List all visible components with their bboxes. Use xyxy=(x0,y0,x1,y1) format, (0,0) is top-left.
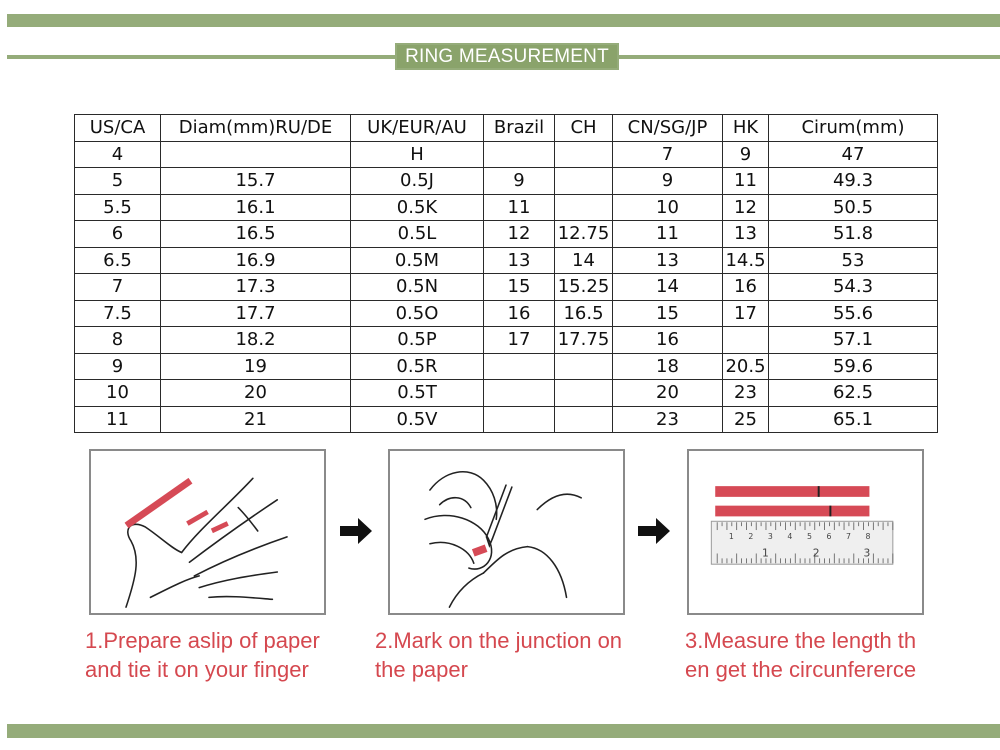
ruler-cm-label: 3 xyxy=(767,531,773,541)
table-cell: 16.5 xyxy=(161,221,351,248)
ruler-cm-label: 5 xyxy=(806,531,812,541)
table-cell: 5.5 xyxy=(75,194,161,221)
table-cell: 13 xyxy=(723,221,769,248)
table-row xyxy=(75,247,938,274)
title-rule-right xyxy=(619,55,1000,59)
table-cell: 0.5O xyxy=(351,300,484,327)
table-cell: 0.5P xyxy=(351,327,484,354)
table-cell: 9 xyxy=(723,141,769,168)
column-header: Cirum(mm) xyxy=(769,115,938,142)
table-cell: 10 xyxy=(75,380,161,407)
table-cell: 51.8 xyxy=(769,221,938,248)
table-cell: 5 xyxy=(75,168,161,195)
table-cell: H xyxy=(351,141,484,168)
table-cell: 15 xyxy=(613,300,723,327)
title-rule-left xyxy=(7,55,395,59)
table-cell: 17.75 xyxy=(555,327,613,354)
table-cell: 13 xyxy=(484,247,555,274)
table-cell: 6.5 xyxy=(75,247,161,274)
table-cell: 12.75 xyxy=(555,221,613,248)
table-cell: 0.5K xyxy=(351,194,484,221)
paper-strip xyxy=(715,486,869,497)
column-header: UK/EUR/AU xyxy=(351,115,484,142)
paper-strip xyxy=(715,506,869,517)
ruler-cm-label: 8 xyxy=(865,531,871,541)
top-green-band xyxy=(7,14,1000,27)
table-cell: 47 xyxy=(769,141,938,168)
table-row xyxy=(75,406,938,433)
ruler-cm-label: 6 xyxy=(826,531,832,541)
table-cell xyxy=(555,380,613,407)
table-cell: 0.5R xyxy=(351,353,484,380)
bottom-green-band xyxy=(7,724,1000,738)
table-cell: 11 xyxy=(75,406,161,433)
table-cell: 19 xyxy=(161,353,351,380)
table-cell: 15 xyxy=(484,274,555,301)
table-cell xyxy=(555,194,613,221)
step-1-caption-line-2: and tie it on your finger xyxy=(85,657,309,682)
table-cell: 55.6 xyxy=(769,300,938,327)
table-cell: 15.7 xyxy=(161,168,351,195)
table-cell xyxy=(555,168,613,195)
arrow-right-icon xyxy=(340,516,374,546)
table-row xyxy=(75,194,938,221)
table-cell: 20 xyxy=(161,380,351,407)
table-cell xyxy=(555,406,613,433)
table-cell: 9 xyxy=(613,168,723,195)
table-cell: 0.5T xyxy=(351,380,484,407)
table-cell: 16.1 xyxy=(161,194,351,221)
table-cell: 57.1 xyxy=(769,327,938,354)
table-cell: 17 xyxy=(723,300,769,327)
table-header-row xyxy=(75,115,938,142)
table-cell: 54.3 xyxy=(769,274,938,301)
table-cell: 8 xyxy=(75,327,161,354)
table-cell: 14 xyxy=(613,274,723,301)
table-cell: 7.5 xyxy=(75,300,161,327)
ruler-cm-label: 1 xyxy=(728,531,734,541)
column-header: Diam(mm)RU/DE xyxy=(161,115,351,142)
table-cell: 62.5 xyxy=(769,380,938,407)
ruler-cm-label: 2 xyxy=(748,531,754,541)
table-cell: 11 xyxy=(613,221,723,248)
table-row xyxy=(75,353,938,380)
table-cell: 12 xyxy=(484,221,555,248)
table-cell: 16.9 xyxy=(161,247,351,274)
table-cell: 17.7 xyxy=(161,300,351,327)
table-cell xyxy=(484,353,555,380)
table-cell: 11 xyxy=(484,194,555,221)
table-row xyxy=(75,141,938,168)
column-header: HK xyxy=(723,115,769,142)
table-cell xyxy=(555,141,613,168)
table-cell: 65.1 xyxy=(769,406,938,433)
table-cell xyxy=(555,353,613,380)
paper-strip-and-ruler-icon xyxy=(689,451,922,613)
table-cell: 0.5V xyxy=(351,406,484,433)
step-2-caption xyxy=(375,626,665,684)
table-cell xyxy=(484,380,555,407)
table-cell: 0.5L xyxy=(351,221,484,248)
table-cell: 16.5 xyxy=(555,300,613,327)
table-cell: 49.3 xyxy=(769,168,938,195)
table-cell: 18.2 xyxy=(161,327,351,354)
table-body xyxy=(75,141,938,433)
ruler-inch-label: 2 xyxy=(812,546,820,560)
column-header: Brazil xyxy=(484,115,555,142)
table-cell: 0.5M xyxy=(351,247,484,274)
table-cell: 23 xyxy=(613,406,723,433)
table-cell: 10 xyxy=(613,194,723,221)
step-3-caption-line-1: 3.Measure the length th xyxy=(685,628,917,653)
page-title: RING MEASUREMENT xyxy=(395,43,619,70)
table-cell: 7 xyxy=(613,141,723,168)
hand-marking-pen-icon xyxy=(390,451,623,613)
table-row xyxy=(75,221,938,248)
arrow-right-icon xyxy=(638,516,672,546)
table-cell: 50.5 xyxy=(769,194,938,221)
table-cell: 7 xyxy=(75,274,161,301)
table-cell: 17.3 xyxy=(161,274,351,301)
hand-with-paper-strip-icon xyxy=(91,451,324,613)
table-cell: 53 xyxy=(769,247,938,274)
step-3-caption xyxy=(685,626,975,684)
ring-size-table xyxy=(74,114,938,433)
step-2-caption-line-2: the paper xyxy=(375,657,468,682)
ruler-inch-label: 1 xyxy=(762,546,769,560)
table-cell: 14 xyxy=(555,247,613,274)
table-row xyxy=(75,168,938,195)
table-cell: 16 xyxy=(484,300,555,327)
table-cell: 16 xyxy=(613,327,723,354)
table-cell: 11 xyxy=(723,168,769,195)
step-2-caption-line-1: 2.Mark on the junction on xyxy=(375,628,623,653)
column-header: US/CA xyxy=(75,115,161,142)
table-cell: 0.5J xyxy=(351,168,484,195)
table-cell: 4 xyxy=(75,141,161,168)
table-row xyxy=(75,327,938,354)
table-row xyxy=(75,274,938,301)
ruler-cm-label: 4 xyxy=(787,531,793,541)
table-cell: 14.5 xyxy=(723,247,769,274)
table-cell: 20.5 xyxy=(723,353,769,380)
table-cell: 12 xyxy=(723,194,769,221)
table-cell: 25 xyxy=(723,406,769,433)
step-2-illustration xyxy=(388,449,625,615)
table-cell: 16 xyxy=(723,274,769,301)
table-cell: 20 xyxy=(613,380,723,407)
table-cell: 9 xyxy=(75,353,161,380)
table-cell: 15.25 xyxy=(555,274,613,301)
table-cell: 0.5N xyxy=(351,274,484,301)
table-cell xyxy=(484,406,555,433)
table-cell: 13 xyxy=(613,247,723,274)
step-3-caption-line-2: en get the circunfererce xyxy=(685,657,917,682)
table-cell: 18 xyxy=(613,353,723,380)
table-cell: 17 xyxy=(484,327,555,354)
table-row xyxy=(75,380,938,407)
ruler-inch-label: 3 xyxy=(863,546,871,560)
table-cell xyxy=(723,327,769,354)
table-cell: 23 xyxy=(723,380,769,407)
column-header: CH xyxy=(555,115,613,142)
table-cell: 6 xyxy=(75,221,161,248)
table-cell: 21 xyxy=(161,406,351,433)
table-cell xyxy=(484,141,555,168)
column-header: CN/SG/JP xyxy=(613,115,723,142)
ruler-cm-label: 7 xyxy=(846,531,851,541)
table-cell xyxy=(161,141,351,168)
table-cell: 9 xyxy=(484,168,555,195)
table-row xyxy=(75,300,938,327)
step-1-caption xyxy=(85,626,375,684)
table-cell: 59.6 xyxy=(769,353,938,380)
step-3-illustration xyxy=(687,449,924,615)
step-1-caption-line-1: 1.Prepare aslip of paper xyxy=(85,628,320,653)
step-1-illustration xyxy=(89,449,326,615)
